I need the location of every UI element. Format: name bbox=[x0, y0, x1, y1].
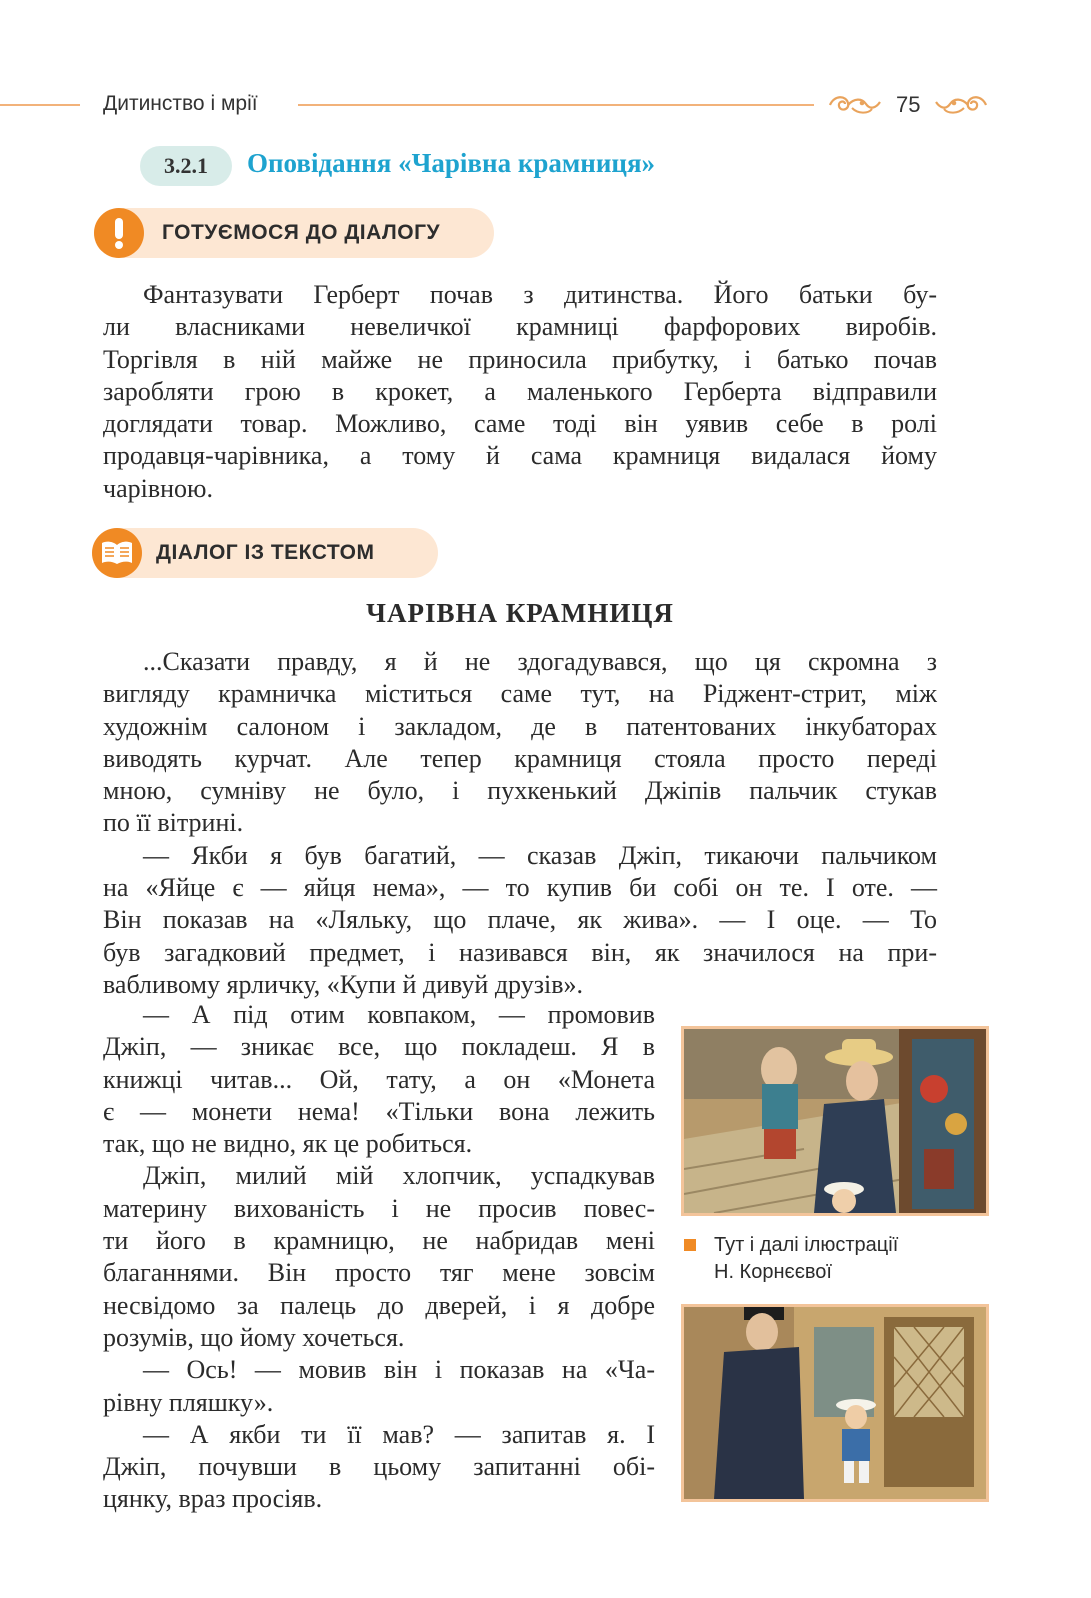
intro-line: доглядати товар. Можливо, саме тоді він уявив себе в ролі bbox=[103, 409, 937, 439]
illustration-shop-door bbox=[681, 1304, 989, 1502]
story-line: несвідомо за палець до дверей, і я добре bbox=[103, 1290, 655, 1320]
story-line: розумів, що йому хочеться. bbox=[103, 1322, 405, 1352]
intro-line: Фантазувати Герберт почав з дитинства. Його батьки бу- bbox=[143, 280, 937, 309]
dialog-label: ДІАЛОГ ІЗ ТЕКСТОМ bbox=[156, 541, 375, 564]
story-line: материну вихованість і не просив повес- bbox=[103, 1193, 655, 1223]
story-line: ...Сказати правду, я й не здогадувався, що ця скромна з bbox=[143, 647, 937, 676]
caption-bullet-icon bbox=[684, 1239, 696, 1251]
section-number-badge: 3.2.1 bbox=[140, 146, 232, 186]
prep-label: ГОТУЄМОСЯ ДО ДІАЛОГУ bbox=[162, 221, 441, 244]
story-line: на «Яйце є — яйця нема», — то купив би собі он те. І оте. — bbox=[103, 873, 937, 903]
intro-line: Торгівля в ній майже не приносила прибутку, і батько почав bbox=[103, 344, 937, 374]
story-line: — Якби я був багатий, — сказав Джіп, тикаючи пальчиком bbox=[143, 840, 937, 870]
story-line: — А під отим ковпаком, — промовив bbox=[143, 1000, 655, 1029]
story-line: Джіп, почувши в цьому запитанні обі- bbox=[103, 1452, 655, 1482]
story-text-narrow-column bbox=[103, 999, 655, 1516]
story-text-full-width bbox=[103, 646, 937, 1001]
story-line: Він показав на «Ляльку, що плаче, як жива». — І оце. — То bbox=[103, 905, 937, 935]
story-line: книжці читав... Ой, тату, а он «Монета bbox=[103, 1064, 655, 1094]
story-line: так, що не видно, як це робиться. bbox=[103, 1129, 473, 1159]
story-line: ти його в крамницю, не набридав мені bbox=[103, 1226, 655, 1256]
ornament-left-icon bbox=[826, 90, 882, 120]
intro-line: чарівною. bbox=[103, 473, 213, 503]
intro-line: заробляти грою в крокет, а маленького Герберта відправили bbox=[103, 376, 937, 406]
header-rule-left bbox=[0, 104, 80, 106]
story-line: Джіп, милий мій хлопчик, успадкував bbox=[143, 1161, 655, 1191]
story-line: мною, сумніву не було, і пухкенький Джіпів пальчик стукав bbox=[103, 776, 937, 806]
caption-line-2: Н. Корнєєвої bbox=[714, 1261, 832, 1283]
story-line: вабливому ярличку, «Купи й дивуй друзів». bbox=[103, 969, 583, 999]
story-line: — Ось! — мовив він і показав на «Ча- bbox=[143, 1355, 655, 1385]
story-title: ЧАРІВНА КРАМНИЦЯ bbox=[366, 598, 674, 628]
story-line: Джіп, — зникає все, що покладеш. Я в bbox=[103, 1032, 655, 1062]
story-line: був загадковий предмет, і називався він, як значилося на при- bbox=[103, 937, 937, 967]
illustration-shop-window bbox=[681, 1026, 989, 1216]
prep-label-pill bbox=[94, 208, 494, 258]
running-title: Дитинство і мрії bbox=[103, 92, 258, 115]
ornament-right-icon bbox=[934, 90, 990, 120]
exclamation-icon bbox=[94, 208, 144, 258]
intro-line: продавця-чарівника, а тому й сама крамниця видалася йому bbox=[103, 441, 937, 471]
story-line: виводять курчат. Але тепер крамниця стояла просто переді bbox=[103, 743, 937, 773]
story-line: рівну пляшку». bbox=[103, 1387, 274, 1417]
caption-line-1: Тут і далі ілюстрації bbox=[714, 1234, 899, 1256]
story-line: вигляду крамничка міститься саме тут, на Ріджент-стрит, між bbox=[103, 679, 937, 709]
story-line: — А якби ти її мав? — запитав я. І bbox=[143, 1419, 655, 1449]
header-rule-middle bbox=[298, 104, 814, 106]
story-line: по її вітрині. bbox=[103, 808, 244, 838]
intro-line: ли власниками невеличкої крамниці фарфорових виробів. bbox=[103, 312, 937, 342]
intro-paragraph bbox=[103, 279, 937, 505]
dialog-label-pill bbox=[92, 528, 438, 578]
story-line: художнім салоном і закладом, де в патентованих інкубаторах bbox=[103, 711, 937, 741]
story-line: є — монети нема! «Тільки вона лежить bbox=[103, 1096, 655, 1126]
open-book-icon bbox=[92, 528, 142, 578]
story-line: цянку, враз просіяв. bbox=[103, 1484, 323, 1514]
page-number: 75 bbox=[896, 92, 921, 117]
illustration-caption bbox=[684, 1232, 944, 1286]
story-line: благаннями. Він просто тяг мене зовсім bbox=[103, 1258, 655, 1288]
section-title: Оповідання «Чарівна крамниця» bbox=[247, 148, 656, 178]
